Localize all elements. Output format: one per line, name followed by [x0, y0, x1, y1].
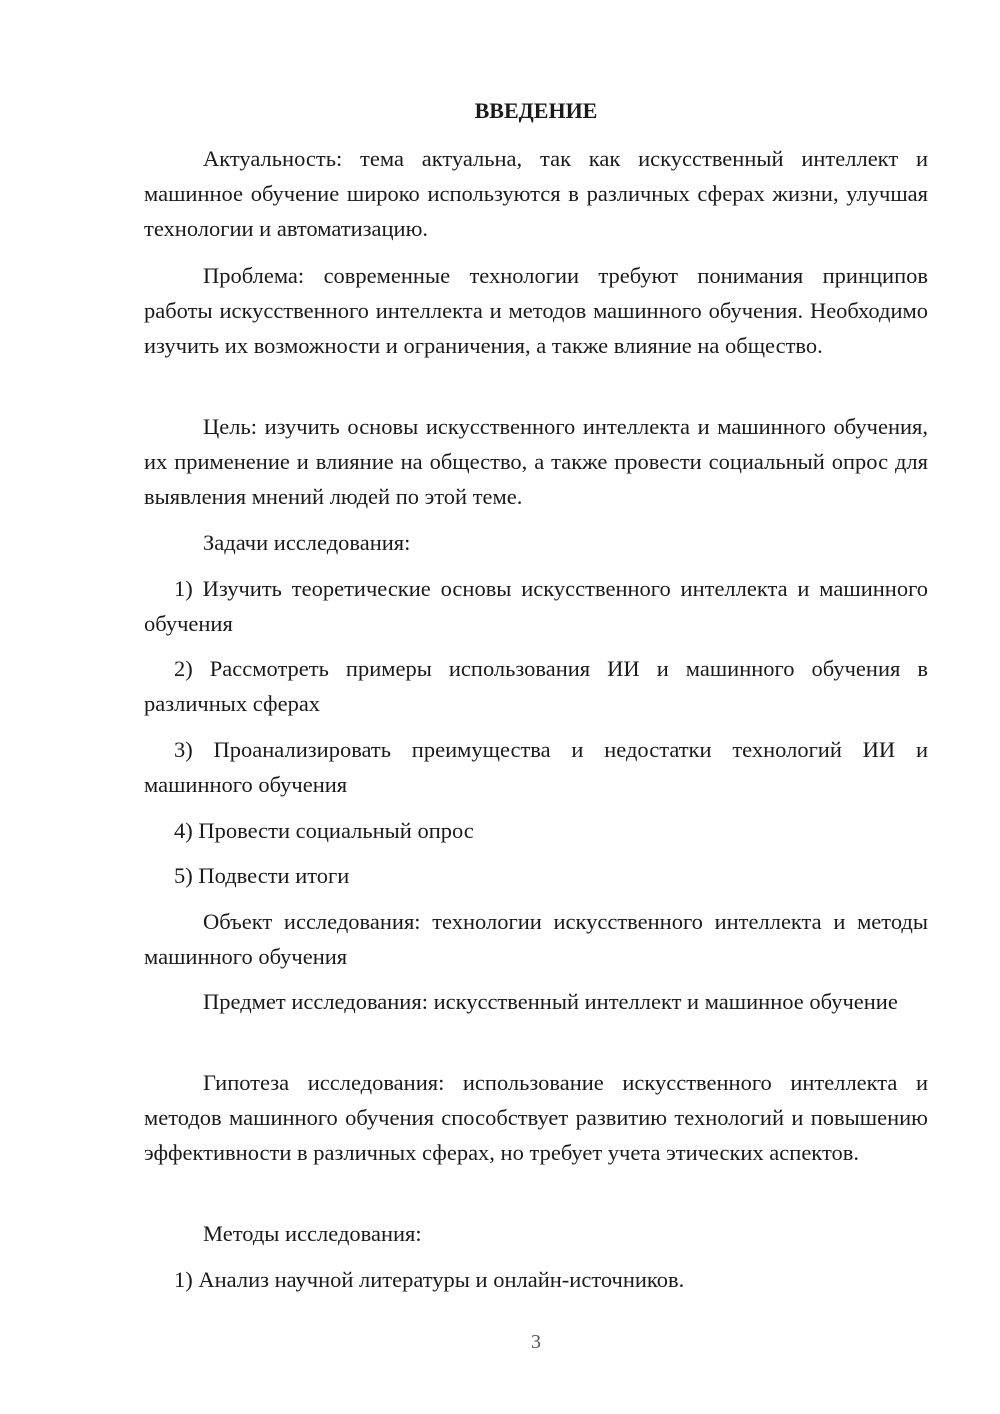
- problem-paragraph: Проблема: современные технологии требуют понимания принципов работы искусственного интеллекта и методов машинного обучения. Необходимо изучить их возможности и ограничения, а также влияние на общество.: [144, 263, 928, 358]
- list-item: 2) Рассмотреть примеры использования ИИ и машинного обучения в различных сферах: [144, 656, 928, 716]
- relevance-paragraph: Актуальность: тема актуальна, так как искусственный интеллект и машинное обучение широко используются в различных сферах жизни, улучшая технологии и автоматизацию.: [144, 146, 928, 241]
- page-title: ВВЕДЕНИЕ: [474, 98, 598, 123]
- list-item: 1) Анализ научной литературы и онлайн-источников.: [174, 1267, 685, 1292]
- goal-paragraph: Цель: изучить основы искусственного интеллекта и машинного обучения, их применение и влияние на общество, а также провести социальный опрос для выявления мнений людей по этой теме.: [144, 414, 928, 509]
- object-paragraph: Объект исследования: технологии искусственного интеллекта и методы машинного обучения: [144, 909, 928, 969]
- hypothesis-paragraph: Гипотеза исследования: использование искусственного интеллекта и методов машинного обучения способствует развитию технологий и повышению эффективности в различных сферах, но требует учета этических аспектов.: [144, 1070, 928, 1165]
- tasks-title: Задачи исследования:: [203, 530, 411, 555]
- methods-title: Методы исследования:: [203, 1221, 422, 1246]
- list-item: 3) Проанализировать преимущества и недостатки технологий ИИ и машинного обучения: [144, 737, 928, 797]
- list-item: 1) Изучить теоретические основы искусственного интеллекта и машинного обучения: [144, 576, 928, 636]
- page-number: 3: [531, 1331, 541, 1353]
- subject-paragraph: Предмет исследования: искусственный интеллект и машинное обучение: [203, 989, 898, 1014]
- list-item: 4) Провести социальный опрос: [174, 818, 474, 843]
- list-item: 5) Подвести итоги: [174, 863, 350, 888]
